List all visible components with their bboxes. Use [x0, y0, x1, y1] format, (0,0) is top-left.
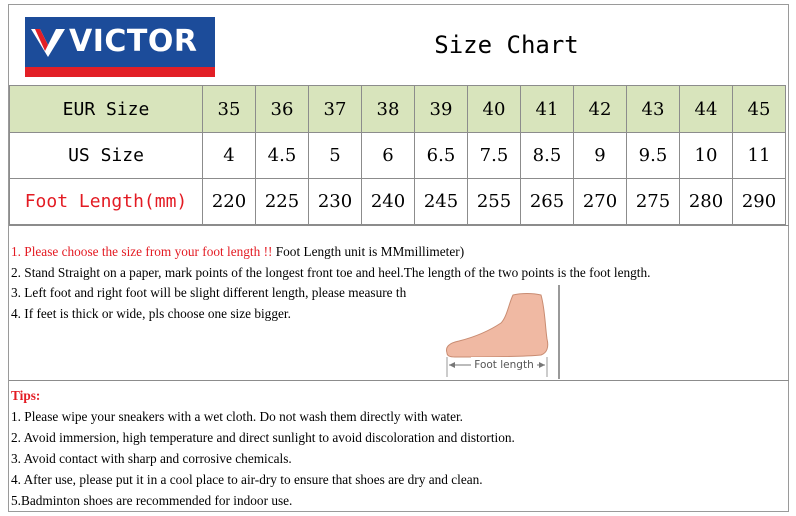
table-cell: 6.5 [415, 133, 468, 179]
table-cell: 45 [733, 86, 786, 133]
table-cell: 4.5 [256, 133, 309, 179]
table-cell: 6 [362, 133, 415, 179]
table-cell: 10 [680, 133, 733, 179]
size-table [9, 85, 786, 225]
victor-v-icon [31, 25, 65, 59]
table-cell: 40 [468, 86, 521, 133]
tip-item: 3. Avoid contact with sharp and corrosive chemicals. [11, 451, 292, 466]
table-cell: 38 [362, 86, 415, 133]
tip-item: 5.Badminton shoes are recommended for indoor use. [11, 493, 293, 508]
table-cell: 44 [680, 86, 733, 133]
table-cell: 42 [574, 86, 627, 133]
instruction-line: 4. If feet is thick or wide, pls choose one size bigger. [11, 306, 291, 321]
table-cell: 240 [362, 179, 415, 225]
logo-text: VICTOR [69, 24, 198, 59]
table-cell: 4 [203, 133, 256, 179]
table-cell: 9.5 [627, 133, 680, 179]
table-cell: 41 [521, 86, 574, 133]
row-label: US Size [10, 133, 203, 179]
foot-length-label: Foot length [474, 359, 534, 371]
table-cell: 230 [309, 179, 362, 225]
table-cell: 270 [574, 179, 627, 225]
row-label: EUR Size [10, 86, 203, 133]
table-cell: 225 [256, 179, 309, 225]
table-cell: 265 [521, 179, 574, 225]
tip-item: 2. Avoid immersion, high temperature and direct sunlight to avoid discoloration and distortion. [11, 430, 515, 445]
instruction-line: 2. Stand Straight on a paper, mark points of the longest front toe and heel.The length of the two points is the foot length. [11, 265, 651, 280]
measurement-instructions [9, 225, 789, 381]
table-cell: 36 [256, 86, 309, 133]
tip-item: 4. After use, please put it in a cool place to air-dry to ensure that shoes are dry and clean. [11, 472, 483, 487]
table-cell: 275 [627, 179, 680, 225]
table-cell: 35 [203, 86, 256, 133]
instruction-line: 1. Please choose the size from your foot length !! Foot Length unit is MMmillimeter) [11, 244, 465, 259]
table-cell: 11 [733, 133, 786, 179]
row-label: Foot Length(mm) [10, 179, 203, 225]
table-cell: 39 [415, 86, 468, 133]
table-cell: 255 [468, 179, 521, 225]
table-cell: 8.5 [521, 133, 574, 179]
page-title: Size Chart [434, 31, 579, 59]
tip-item: 1. Please wipe your sneakers with a wet cloth. Do not wash them directly with water. [11, 409, 463, 424]
table-cell: 220 [203, 179, 256, 225]
table-cell: 37 [309, 86, 362, 133]
instruction-line: 3. Left foot and right foot will be slight different length, please measure th [11, 285, 407, 300]
care-tips [9, 382, 789, 512]
table-cell: 290 [733, 179, 786, 225]
table-cell: 245 [415, 179, 468, 225]
table-row-foot-length [10, 179, 786, 225]
foot-length-illustration [441, 281, 566, 381]
table-row-eur [10, 86, 786, 133]
victor-logo [25, 17, 215, 77]
table-row-us [10, 133, 786, 179]
table-cell: 7.5 [468, 133, 521, 179]
table-cell: 43 [627, 86, 680, 133]
table-cell: 280 [680, 179, 733, 225]
table-cell: 5 [309, 133, 362, 179]
table-cell: 9 [574, 133, 627, 179]
logo-cell [9, 5, 223, 85]
tips-title: Tips: [11, 388, 41, 403]
